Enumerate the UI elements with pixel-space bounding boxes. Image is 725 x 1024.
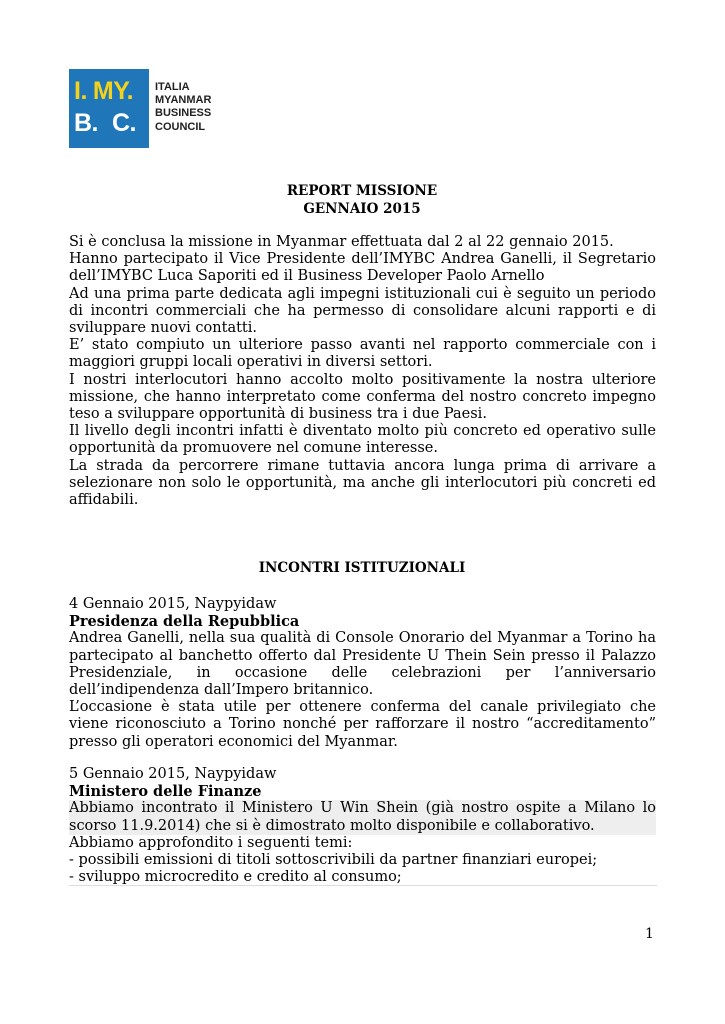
meeting-paragraph: Abbiamo incontrato il Ministero U Win Shein (già nostro ospite a Milano lo scorso 11.9.2014) che si è dimostrato molto disponibile e collaborativo.: [69, 800, 656, 834]
logo-wordmark-line: MYANMAR: [155, 94, 212, 107]
meeting-date-place: 4 Gennaio 2015, Naypyidaw: [69, 596, 277, 612]
intro-paragraph: Si è conclusa la missione in Myanmar effettuata dal 2 al 22 gennaio 2015.: [69, 234, 614, 250]
intro-paragraph: La strada da percorrere rimane tuttavia ancora lunga prima di arrivare a selezionare non solo le opportunità, ma anche gli interlocutori più concreti ed affidabili.: [69, 457, 656, 509]
section-title: INCONTRI ISTITUZIONALI: [258, 560, 466, 576]
report-title: [69, 182, 655, 218]
meeting-topic-item: - sviluppo microcredito e credito al consumo;: [69, 869, 402, 886]
logo-wordmark-line: BUSINESS: [155, 107, 212, 120]
page-number: 1: [645, 926, 654, 942]
report-title-line2: GENNAIO 2015: [303, 201, 421, 217]
meeting-date-place: 5 Gennaio 2015, Naypyidaw: [69, 766, 277, 782]
intro-section: [69, 234, 656, 509]
intro-paragraph: Hanno partecipato il Vice Presidente dell’IMYBC Andrea Ganelli, il Segretario dell’IMYBC Luca Saporiti ed il Business Developer Paolo Arnello: [69, 251, 656, 285]
logo-mark-c: C.: [112, 109, 136, 137]
meeting-title: Ministero delle Finanze: [69, 783, 262, 801]
content-bottom-divider: [69, 885, 657, 886]
logo-mark: [69, 69, 149, 148]
meeting-block: [69, 596, 656, 751]
intro-paragraph: Ad una prima parte dedicata agli impegni istituzionali cui è seguito un periodo di incontri commerciali che ha permesso di consolidare alcuni rapporti e di sviluppare nuovi contatti.: [69, 285, 656, 337]
meeting-paragraph: L’occasione è stata utile per ottenere conferma del canale privilegiato che viene riconosciuto a Torino nonché per rafforzare il nostro “accreditamento” presso gli operatori economici del Myanmar.: [69, 699, 656, 750]
meeting-topics-list: [69, 852, 656, 886]
intro-paragraph: E’ stato compiuto un ulteriore passo avanti nel rapporto commerciale con i maggiori gruppi locali operativi in diversi settori.: [69, 337, 656, 371]
meeting-paragraph: Andrea Ganelli, nella sua qualità di Console Onorario del Myanmar a Torino ha partecipato al banchetto offerto dal Presidente U Thein Sein presso il Palazzo Presidenziale, in occasione delle celebrazioni per l’anniversario dell’indipendenza dall’Impero britannico.: [69, 630, 656, 699]
logo-wordmark-line: COUNCIL: [155, 120, 206, 133]
meeting-title: Presidenza della Repubblica: [69, 613, 300, 631]
logo-wordmark: [155, 81, 211, 134]
logo-mark-i: I.: [74, 77, 87, 105]
meeting-block: [69, 766, 656, 886]
intro-paragraph: Il livello degli incontri infatti è diventato molto più concreto ed operativo sulle opportunità da promuovere nel comune interesse.: [69, 423, 656, 457]
logo-mark-my: MY.: [92, 77, 134, 105]
imybc-logo: [69, 69, 211, 148]
meeting-topics-intro: Abbiamo approfondito i seguenti temi:: [69, 834, 353, 851]
logo-mark-b: B.: [74, 109, 98, 137]
intro-paragraph: I nostri interlocutori hanno accolto molto positivamente la nostra ulteriore missione, che hanno interpretato come conferma del nostro concreto impegno teso a sviluppare opportunità di business tra i due Paesi.: [69, 371, 656, 423]
meeting-topic-item: - possibili emissioni di titoli sottoscrivibili da partner finanziari europei;: [69, 852, 598, 869]
report-title-line1: REPORT MISSIONE: [286, 183, 438, 199]
logo-wordmark-line: ITALIA: [155, 81, 190, 93]
